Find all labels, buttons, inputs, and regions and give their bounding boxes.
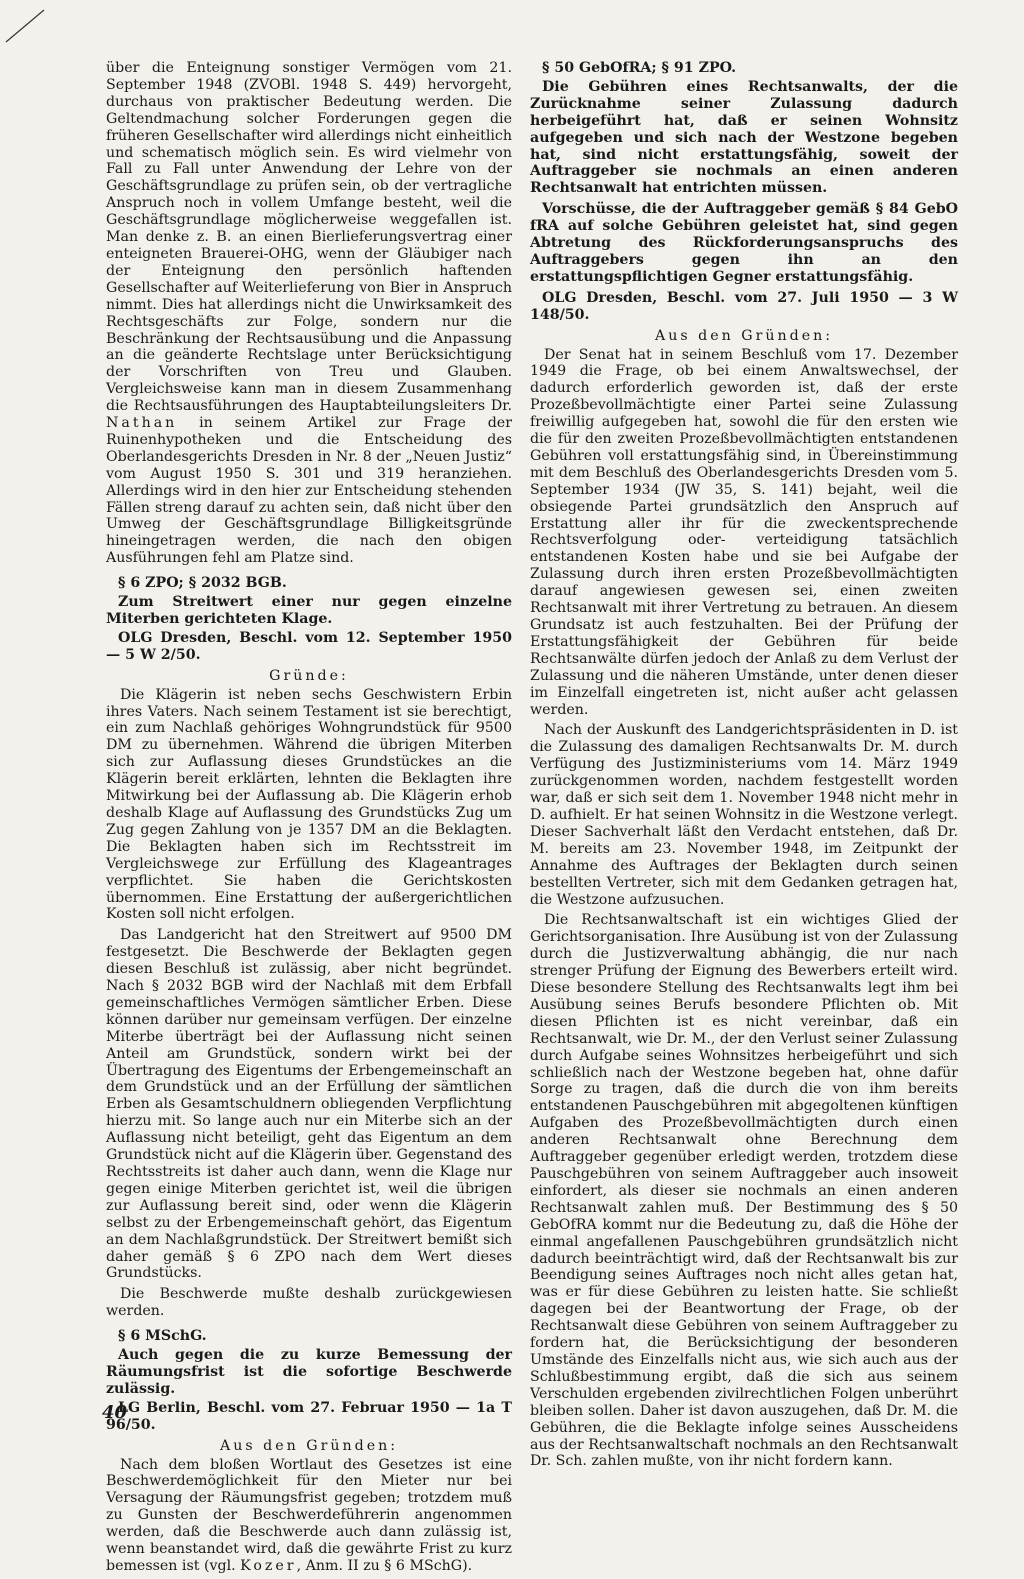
court-citation: OLG Dresden, Beschl. vom 12. September 1950 — 5 W 2/50. <box>106 629 512 663</box>
case-headnote: Auch gegen die zu kurze Bemessung der Räumungsfrist ist die sofortige Beschwerde zulässig. <box>106 1347 512 1397</box>
case-headnote: Vorschüsse, die der Auftraggeber gemäß § 84 GebO fRA auf solche Gebühren geleistet hat, sind gegen Abtretung des Rückforderungsanspruchs des Auftraggebers gegen ihn an den erstattungspflichtigen Gegner erstattungsfähig. <box>530 201 958 285</box>
reasons-heading: Aus den Gründen: <box>654 327 834 344</box>
paragraph: Die Rechtsanwaltschaft ist ein wichtiges Glied der Gerichtsorganisation. Ihre Ausübung ist von der Zulassung durch die Justizverwaltung abhängig, die nur nach strenger Prüfung der Eignung des Bewerbers erteilt wird. Diese besondere Stellung des Rechtsanwalts legt ihm bei Ausübung seines Berufs besondere Pflichten ob. Mit diesen Pflichten ist es nicht vereinbar, daß ein Rechtsanwalt, wie Dr. M., der den Verlust seiner Zulassung durch Aufgabe seines Wohnsitzes herbeigeführt und sich schließlich nach der Westzone begeben hat, ohne dafür Sorge zu tragen, daß die durch die von ihm bereits entstandenen Pauschgebühren mit abgegoltenen künftigen Aufgaben des Prozeßbevollmächtigten durch einen anderen Rechtsanwalt ohne Berechnung dem Auftraggeber gegenüber erledigt werden, trotzdem diese Pauschgebühren von seinem Auftraggeber auch insoweit einfordert, als dieser sie nochmals an einen anderen Rechtsanwalt zahlen muß. Der Bestimmung des § 50 GebOfRA kommt nur die Bedeutung zu, daß die Höhe der einmal angefallenen Pauschgebühren grundsätzlich nicht dadurch beeinträchtigt wird, daß der Rechtsanwalt bis zur Beendigung seines Auftrages noch nicht alles getan hat, was er für diese Gebühren zu leisten hatte. Sie schließt dagegen bei der Beantwortung der Frage, ob der Rechtsanwalt diese Gebühren von seinem Auftraggeber zu fordern hat, die Berücksichtigung der besonderen Umstände des Einzelfalls nicht aus, wie sich auch aus der Schlußbestimmung ergibt, daß die sich aus seinem Verschulden ergebenden zivilrechtlichen Folgen unberührt bleiben sollen. Daher ist davon auszugehen, daß Dr. M. die Gebühren, die die Beklagte infolge seines Ausscheidens aus der Rechtsanwaltschaft nochmals an den Rechtsanwalt Dr. Sch. zahlen mußte, von ihr nicht fordern kann. <box>530 912 958 1470</box>
left-column <box>106 60 512 1579</box>
paragraph: Die Klägerin ist neben sechs Geschwistern Erbin ihres Vaters. Nach seinem Testament ist sie berechtigt, ein zum Nachlaß gehöriges Wohngrundstück für 9500 DM zu übernehmen. Während die übrigen Miterben sich zur Auflassung dieses Grundstückes an die Klägerin bereit erklärten, lehnten die Beklagten ihre Mitwirkung bei der Auflassung ab. Die Klägerin erhob deshalb Klage auf Auflassung des Grundstücks Zug um Zug gegen Zahlung von je 1357 DM an die Beklagten. Die Beklagten haben sich im Rechtsstreit im Vergleichswege zur Erfüllung des Klageantrages verpflichtet. Sie haben die Gerichtskosten übernommen. Eine Erstattung der außergerichtlichen Kosten soll nicht erfolgen. <box>106 686 512 923</box>
case-heading: § 50 GebOfRA; § 91 ZPO. <box>542 60 737 76</box>
court-citation: LG Berlin, Beschl. vom 27. Februar 1950 — 1a T 96/50. <box>106 1399 512 1433</box>
spaced-name: Kozer <box>240 1557 297 1574</box>
court-citation: OLG Dresden, Beschl. vom 27. Juli 1950 — 3 W 148/50. <box>530 289 958 323</box>
paragraph: Die Beschwerde mußte deshalb zurückgewiesen werden. <box>106 1286 512 1320</box>
case-headnote: Zum Streitwert einer nur gegen einzelne Miterben gerichteten Klage. <box>106 594 512 627</box>
paragraph: Nach der Auskunft des Landgerichtspräsidenten in D. ist die Zulassung des damaligen Rechtsanwalts Dr. M. durch Verfügung des Justizministeriums vom 14. März 1949 zurückgenommen worden, nachdem festgestellt worden war, daß er sich seit dem 1. November 1948 nicht mehr in D. aufhielt. Er hat seinen Wohnsitz in die Westzone verlegt. Dieser Sachverhalt läßt den Verdacht entstehen, daß Dr. M. bereits am 23. November 1948, im Zeitpunkt der Annahme des Auftrages der Beklagten durch seinen bestellten Vertreter, sich mit dem Gedanken getragen hat, die Westzone aufzusuchen. <box>530 722 958 908</box>
corner-pen-mark <box>4 6 64 46</box>
paragraph: über die Enteignung sonstiger Vermögen vom 21. September 1948 (ZVOBl. 1948 S. 449) hervorgeht, durchaus von praktischer Bedeutung werden. Die Geltendmachung solcher Forderungen gegen die früheren Gesellschafter wird allerdings nicht einheitlich und schematisch möglich sein. Es wird vielmehr von Fall zu Fall unter Anwendung der Lehre von der Geschäftsgrundlage zu prüfen sein, ob der vertragliche Anspruch noch in vollem Umfange besteht, weil die Geschäftsgrundlage möglicherweise weggefallen ist. Man denke z. B. an einen Bierlieferungsvertrag einer enteigneten Brauerei-OHG, wenn der Gläubiger nach der Enteignung den persönlich haftenden Gesellschafter auf Weiterlieferung von Bier in Anspruch nimmt. Dies hat allerdings nicht die Unwirksamkeit des Rechtsgeschäfts zur Folge, sondern nur die Beschränkung der Rechtsausübung und die Anpassung an die geänderte Rechtslage unter Berücksichtigung der Vorschriften von Treu und Glauben. Vergleichsweise kann man in diesem Zusammenhang die Rechtsausführungen des Hauptabteilungsleiters Dr. Nathan in seinem Artikel zur Frage der Ruinenhypotheken und die Entscheidung des Oberlandesgerichts Dresden in Nr. 8 der „Neuen Justiz“ vom August 1950 S. 301 und 319 heranziehen. Allerdings wird in den hier zur Entscheidung stehenden Fällen streng darauf zu achten sein, daß nicht über den Umweg der Geschäftsgrundlage Billigkeitsgründe hineingetragen werden, die nach den obigen Ausführungen fehl am Platze sind. <box>106 60 512 567</box>
page-number: 40 <box>102 1402 128 1423</box>
right-column <box>530 60 958 1474</box>
paragraph: Der Senat hat in seinem Beschluß vom 17. Dezember 1949 die Frage, ob bei einem Anwaltswechsel, der dadurch erforderlich geworden ist, daß der erste Prozeßbevollmächtigte einer Partei seine Zulassung freiwillig aufgegeben hat, sowohl die für den ersten wie die für den zweiten Prozeßbevollmächtigten entstandenen Gebühren voll erstattungsfähig sind, in Übereinstimmung mit dem Beschluß des Oberlandesgerichts Dresden vom 5. September 1934 (JW 35, S. 141) bejaht, weil die obsiegende Partei grundsätzlich den Anspruch auf Erstattung aller ihr für die zweckentsprechende Rechtsverfolgung oder- verteidigung tatsächlich entstandenen Kosten habe und sie bei Aufgabe der Zulassung durch ihren ersten Prozeßbevollmächtigten darauf angewiesen gewesen sei, einen zweiten Rechtsanwalt mit ihrer Vertretung zu betrauen. An diesem Grundsatz ist auch festzuhalten. Bei der Prüfung der Erstattungsfähigkeit der Gebühren für beide Rechtsanwälte dürfen jedoch der Anlaß zu dem Verlust der Zulassung und die näheren Umstände, unter denen dieser im Einzelfall eingetreten ist, nicht außer acht gelassen werden. <box>530 346 958 718</box>
reasons-heading: Gründe: <box>269 667 349 684</box>
case-headnote: Die Gebühren eines Rechtsanwalts, der die Zurücknahme seiner Zulassung dadurch herbeigeführt hat, daß er seinen Wohnsitz aufgegeben und sich nach der Westzone begeben hat, sind nicht erstattungsfähig, soweit der Auftraggeber sie nochmals an einen anderen Rechtsanwalt hat entrichten müssen. <box>530 78 958 197</box>
case-heading: § 6 MSchG. <box>118 1328 207 1345</box>
paragraph: Nach dem bloßen Wortlaut des Gesetzes ist eine Beschwerdemöglichkeit für den Mieter nur bei Versagung der Räumungsfrist gegeben; trotzdem muß zu Gunsten der Beschwerdeführerin angenommen werden, daß die Beschwerde auch dann zulässig ist, wenn beanstandet wird, daß die gewährte Frist zu kurz bemessen ist (vgl. Kozer, Anm. II zu § 6 MSchG). <box>106 1456 512 1574</box>
paragraph: Das Landgericht hat den Streitwert auf 9500 DM festgesetzt. Die Beschwerde der Beklagten gegen diesen Beschluß ist zulässig, aber nicht begründet. Nach § 2032 BGB wird der Nachlaß mit dem Erbfall gemeinschaftliches Vermögen sämtlicher Erben. Diese können darüber nur gemeinsam verfügen. Der einzelne Miterbe überträgt bei der Auflassung nicht seinen Anteil am Grundstück, sondern wirkt bei der Übertragung des Eigentums der Erbengemeinschaft an dem Grundstück und an der Erfüllung der sämtlichen Erben als Gesamtschuldnern obliegenden Verpflichtung hierzu mit. So lange auch nur ein Miterbe sich an der Auflassung nicht beteiligt, geht das Eigentum an dem Grundstück nicht auf die Klägerin über. Gegenstand des Rechtsstreits ist daher auch dann, wenn die Klage nur gegen einige Miterben gerichtet ist, weil die übrigen zur Auflassung bereit sind, oder wenn die Klägerin selbst zu der Erbengemeinschaft gehört, das Eigentum an dem Nachlaßgrundstück. Der Streitwert bemißt sich daher gemäß § 6 ZPO nach dem Wert dieses Grundstücks. <box>106 927 512 1282</box>
spaced-name: Nathan <box>106 415 178 432</box>
case-heading: § 6 ZPO; § 2032 BGB. <box>118 575 287 592</box>
reasons-heading: Aus den Gründen: <box>219 1437 399 1454</box>
